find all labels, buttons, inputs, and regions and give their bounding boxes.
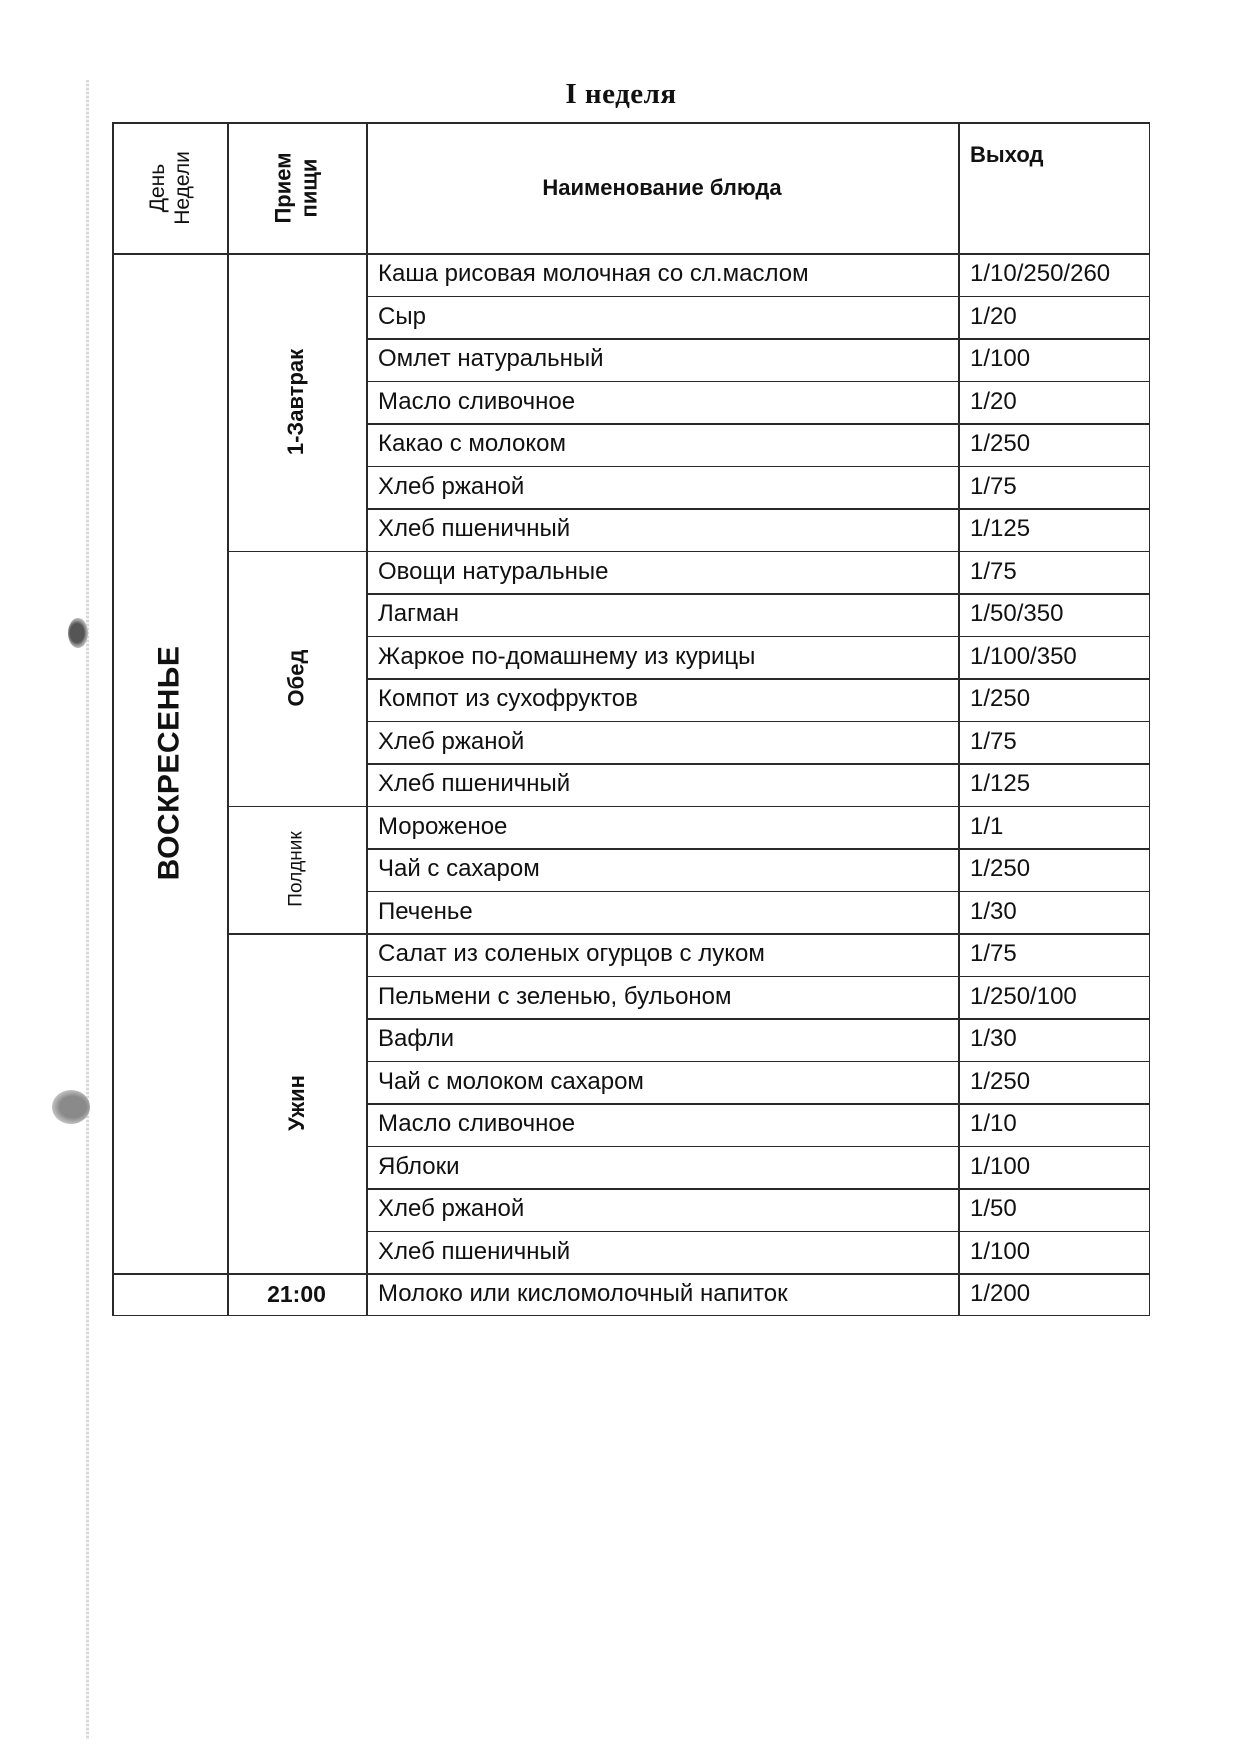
header-day-line1: День (145, 163, 169, 212)
yield-cell: 1/250/100 (970, 982, 1077, 1010)
table-border-top (112, 122, 1150, 124)
dish-name-cell: Чай с молоком сахаром (378, 1067, 644, 1095)
dish-name-cell: Хлеб пшеничный (378, 1237, 571, 1265)
header-yield: Выход (970, 142, 1044, 167)
dish-name-cell: Вафли (378, 1025, 454, 1053)
yield-cell: 1/75 (970, 472, 1017, 500)
meal-label-text: Полдник (285, 831, 307, 907)
page-title (0, 78, 1242, 111)
day-label-text: ВОСКРЕСЕНЬЕ (152, 645, 186, 881)
yield-cell: 1/250 (970, 1067, 1031, 1095)
yield-cell: 1/50/350 (970, 600, 1064, 628)
dish-name-cell: Хлеб ржаной (378, 1195, 525, 1223)
yield-cell: 1/75 (970, 727, 1017, 755)
yield-cell: 1/30 (970, 897, 1017, 925)
yield-cell: 1/50 (970, 1195, 1017, 1223)
dish-name-cell: Каша рисовая молочная со сл.маслом (378, 260, 809, 288)
meal-label (227, 806, 366, 934)
header-meal-line2: пищи (296, 158, 322, 217)
dish-name-cell: Хлеб ржаной (378, 727, 525, 755)
yield-cell: 1/100/350 (970, 642, 1077, 670)
yield-cell: 1/20 (970, 387, 1017, 415)
title-text: I неделя (565, 78, 677, 110)
header-day-of-week (112, 122, 227, 253)
meal-label (227, 551, 366, 806)
dish-name-cell: Хлеб ржаной (378, 472, 525, 500)
dish-name-cell: Печенье (378, 897, 473, 925)
header-dish-name: Наименование блюда (542, 174, 782, 200)
header-meal (227, 122, 366, 253)
dish-name-cell: Овощи натуральные (378, 557, 609, 585)
scan-edge-shadow (86, 80, 89, 1740)
meal-label-text: 1-Завтрак (283, 348, 309, 455)
yield-cell: 1/250 (970, 430, 1031, 458)
dish-name-cell: Яблоки (378, 1152, 460, 1180)
yield-cell: 1/100 (970, 345, 1031, 373)
yield-cell: 1/75 (970, 557, 1017, 585)
dish-name-cell: Чай с сахаром (378, 855, 540, 883)
meal-label-text: Обед (283, 649, 309, 707)
dish-name-cell: Жаркое по-домашнему из курицы (378, 642, 756, 670)
yield-cell: 1/10/250/260 (970, 260, 1111, 288)
header-day-line2: Недели (170, 150, 194, 225)
dish-name-cell: Молоко или кисломолочный напиток (378, 1280, 788, 1308)
punch-hole-mark (68, 618, 88, 648)
dish-name-cell: Лагман (378, 600, 459, 628)
table-border-left (112, 122, 114, 1316)
dish-name-cell: Омлет натуральный (378, 345, 604, 373)
yield-cell: 1/20 (970, 302, 1017, 330)
dish-name-cell: Пельмени с зеленью, бульоном (378, 982, 732, 1010)
yield-cell: 1/125 (970, 515, 1031, 543)
dish-name-cell: Сыр (378, 302, 426, 330)
meal-label (227, 933, 366, 1273)
dish-name-cell: Хлеб пшеничный (378, 515, 571, 543)
header-meal-line1: Прием (270, 152, 296, 223)
yield-cell: 1/75 (970, 940, 1017, 968)
punch-hole-mark (52, 1090, 90, 1124)
yield-cell: 1/200 (970, 1280, 1031, 1308)
yield-cell: 1/125 (970, 770, 1031, 798)
yield-cell: 1/100 (970, 1237, 1031, 1265)
yield-cell: 1/1 (970, 812, 1004, 840)
menu-table (112, 122, 1150, 1315)
meal-label (227, 253, 366, 551)
dish-name-cell: Какао с молоком (378, 430, 566, 458)
day-label (112, 253, 227, 1273)
yield-cell: 1/100 (970, 1152, 1031, 1180)
yield-cell: 1/250 (970, 855, 1031, 883)
dish-name-cell: Салат из соленых огурцов с луком (378, 940, 765, 968)
dish-name-cell: Хлеб пшеничный (378, 770, 571, 798)
yield-cell: 1/10 (970, 1110, 1017, 1138)
dish-name-cell: Мороженое (378, 812, 508, 840)
meal-time-label: 21:00 (267, 1280, 326, 1307)
meal-label-text: Ужин (283, 1075, 309, 1131)
yield-cell: 1/250 (970, 685, 1031, 713)
dish-name-cell: Масло сливочное (378, 387, 576, 415)
dish-name-cell: Масло сливочное (378, 1110, 576, 1138)
yield-cell: 1/30 (970, 1025, 1017, 1053)
dish-name-cell: Компот из сухофруктов (378, 685, 638, 713)
